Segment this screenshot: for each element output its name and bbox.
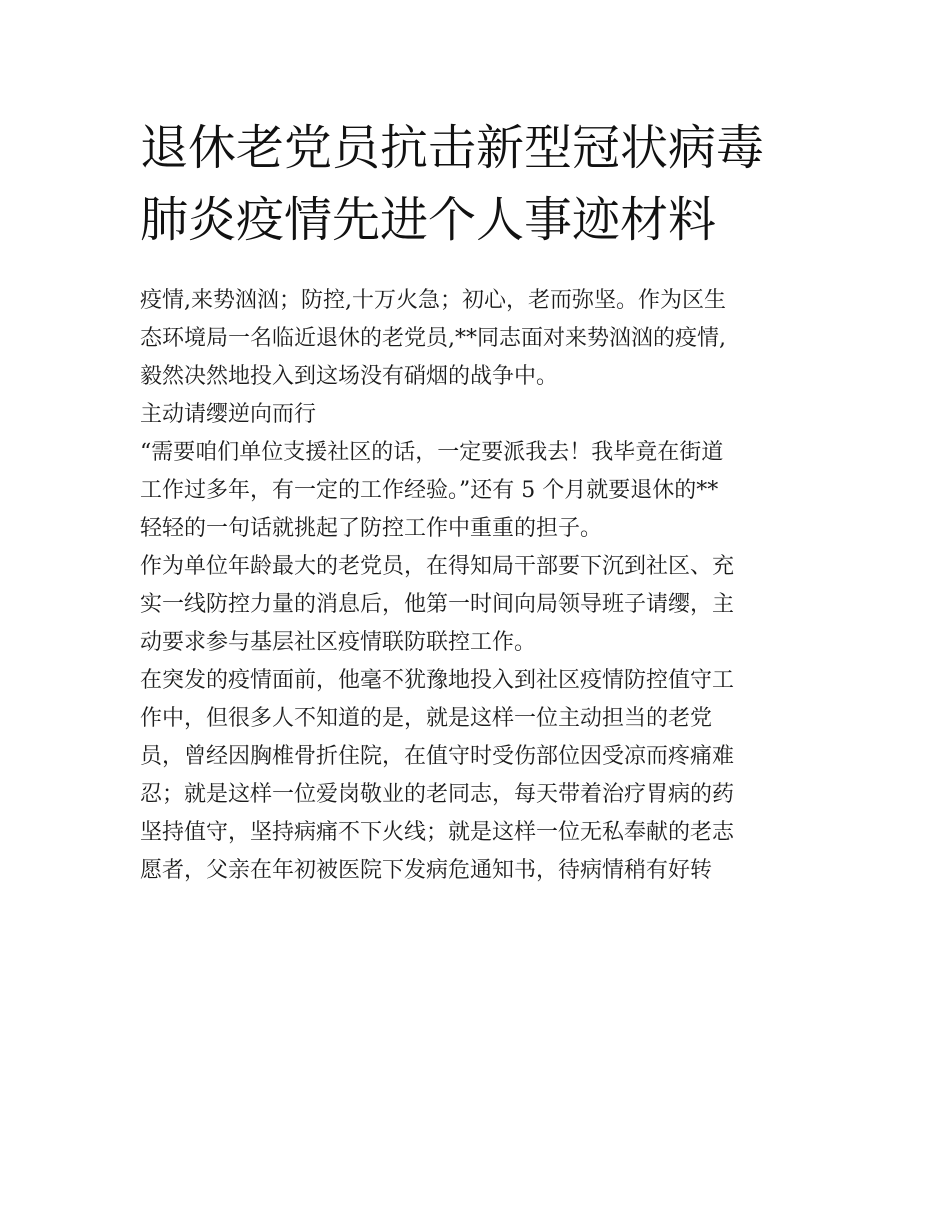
paragraph-line: 疫情,来势汹汹；防控,十万火急；初心，老而弥坚。作为区生 xyxy=(140,288,726,313)
paragraph-line: 实一线防控力量的消息后，他第一时间向局领导班子请缨，主 xyxy=(140,592,735,617)
paragraph-line: 愿者，父亲在年初被医院下发病危通知书，待病情稍有好转 xyxy=(140,858,713,883)
paragraph-line: 坚持值守，坚持病痛不下火线；就是这样一位无私奉献的老志 xyxy=(140,820,735,845)
paragraph-line: 在突发的疫情面前，他毫不犹豫地投入到社区疫情防控值守工 xyxy=(140,668,735,693)
paragraph-line: 轻轻的一句话就挑起了防控工作中重重的担子。 xyxy=(140,516,603,541)
paragraph-line: “需要咱们单位支援社区的话，一定要派我去！我毕竟在街道 xyxy=(140,440,724,465)
paragraph-line: 动要求参与基层社区疫情联防联控工作。 xyxy=(140,630,537,655)
paragraph-line: 作中，但很多人不知道的是，就是这样一位主动担当的老党 xyxy=(140,706,713,731)
paragraph-line: 工作过多年，有一定的工作经验。”还有 5 个月就要退休的** xyxy=(140,478,719,503)
paragraph-line: 毅然决然地投入到这场没有硝烟的战争中。 xyxy=(140,364,559,389)
paragraph-line: 员，曾经因胸椎骨折住院，在值守时受伤部位因受凉而疼痛难 xyxy=(140,744,735,769)
paragraph-intro xyxy=(140,282,820,396)
paragraph-line: 作为单位年龄最大的老党员，在得知局干部要下沉到社区、充 xyxy=(140,554,735,579)
title-line-2: 肺炎疫情先进个人事迹材料 xyxy=(140,192,717,248)
section-heading xyxy=(140,396,820,434)
paragraph-line: 态环境局一名临近退休的老党员,**同志面对来势汹汹的疫情, xyxy=(140,326,726,351)
paragraph-line: 忍；就是这样一位爱岗敬业的老同志，每天带着治疗胃病的药 xyxy=(140,782,735,807)
document-body xyxy=(140,282,820,890)
paragraph-volunteer xyxy=(140,548,820,662)
paragraph-dedication xyxy=(140,662,820,890)
section-heading-text: 主动请缨逆向而行 xyxy=(140,402,317,427)
paragraph-quote xyxy=(140,434,820,548)
document-title xyxy=(140,112,820,256)
title-line-1: 退休老党员抗击新型冠状病毒 xyxy=(140,120,765,176)
